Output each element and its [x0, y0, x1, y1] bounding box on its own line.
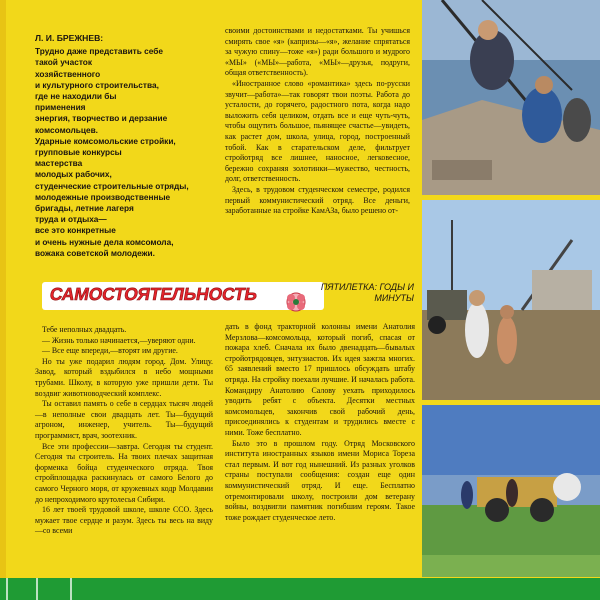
- paragraph: Тебе неполных двадцать.: [42, 325, 127, 334]
- bottom-color-bar: [0, 578, 600, 600]
- page-edge: [0, 0, 6, 578]
- paragraph: Здесь, в трудовом студенческом семестре, родился первый коммунистический отряд. Все деньги, заработанные на стройке КамАЗа, было решено от-: [225, 184, 410, 216]
- paragraph: — Все еще впереди,—вторят им другие.: [42, 346, 178, 356]
- section-title: САМОСТОЯТЕЛЬНОСТЬ: [48, 284, 259, 304]
- photo-strip: [422, 0, 600, 576]
- paragraph: «Иностранное слово «романтика» здесь по-русски звучит—работа»—так говорят твои поэты. Работа до усталости, до горячего, радостного пота, когда надо выложить себя целиком, отдать все и еще чуть-чуть, чтобы ощутить большое, пьянящее счастье—увидеть, как растет дом, школа, улица, город, построенный тобой. Как в старательском деле, фильтрует стройотряд все лишнее, наносное, легковесное, бережно сохраняя золотинки—мужество, честность, долг, ответственность.: [225, 78, 410, 184]
- bar-mark: [36, 578, 38, 600]
- section-subtitle: ПЯТИЛЕТКА: ГОДЫ И МИНУТЫ: [320, 282, 414, 303]
- paragraph: Но ты уже подарил людям город. Дом. Улицу. Завод, который вздыбился в небо мощными трубами. Школу, в которую уже пришли дети. Ты воздвиг животноводческий комплекс.: [35, 356, 213, 398]
- photo-tractor-field: [422, 405, 600, 577]
- bar-mark: [70, 578, 72, 600]
- paragraph: Было это в прошлом году. Отряд Московского института иностранных языков имени Мориса Тореза стал первым. И вот год нынешний. Из разных уголков страны поступали сообщения: создан еще один коммунистический отряд. И еще. Бесплатно отремонтировали школу, построили дом ветерану войны, воздвигли памятник погибшим героям. Такое тоже рождает студенческое лето.: [225, 438, 415, 522]
- paragraph: Все эти профессии—завтра. Сегодня ты студент. Сегодня ты строитель. На твоих плечах защитная форменка бойца студенческого отряда. Твоя стройплощадка раскинулась от самого Белого до самого Черного моря, от кружевных кодр Молдавии до непроходимого крутолесья Сибири.: [35, 441, 213, 504]
- photo-construction-site: [422, 200, 600, 400]
- paragraph: — Жизнь только начинается,—уверяют одни.: [42, 335, 196, 345]
- paragraph: дать в фонд тракторной колонны имени Анатолия Мерзлова—комсомольца, который погиб, спасая от пожара хлеб. Сначала их было двенадцать—бывалых стройотрядовцев, энтузиастов. Их идея зажгла многих. 65 заявлений вместо 17 пришлось обсуждать штабу отряда. На стройку поехали лучшие. И началась работа. Командиру Анатолию Салову уехать приходилось уводить ребят с объекта. Десятки местных комсомольцев, закончив свой рабочий день, присоединялись к студентам и трудились вместе с ними. Тоже бесплатно.: [225, 322, 415, 437]
- paragraph: Ты оставил память о себе в сердцах тысяч людей—в неполные свои двадцать лет. Ты—будущий агроном, инженер, учитель. Ты—будущий программист, врач, зоотехник.: [35, 399, 213, 440]
- quote-author: Л. И. БРЕЖНЕВ:: [35, 33, 104, 43]
- article-column-top: [225, 26, 410, 217]
- article-column-left: [35, 325, 213, 537]
- brezhnev-quote: [35, 33, 205, 259]
- photo-workers-digging: [422, 0, 600, 195]
- flower-emblem-icon: [283, 290, 309, 314]
- paragraph: своими достоинствами и недостатками. Ты учишься смирять свое «я» (капризы—«я», желание спрятаться за чужую спину—тоже «я») ради большого и мудрого «МЫ» («МЫ»—работа, «МЫ»—друзья, подруги, общая ответственность).: [225, 26, 410, 78]
- paragraph: 16 лет твоей трудовой школе, школе ССО. Здесь мужает твое сердце и разум. Здесь ты весь на виду—со всеми: [35, 505, 213, 536]
- bar-mark: [6, 578, 8, 600]
- article-column-right: [225, 322, 415, 523]
- quote-text: Трудно даже представить себе такой участок хозяйственного и культурного строительства, где не находили бы применения энергия, творчество и дерзание комсомольцев. Ударные комсомольские стройки, групповые конкурсы мастерства молодых рабочих, студенческие строительные отряды, молодежные производственные бригады, летние лагеря труда и отдыха— все это конкретные и очень нужные дела комсомола, вожака советской молодежи.: [35, 46, 189, 258]
